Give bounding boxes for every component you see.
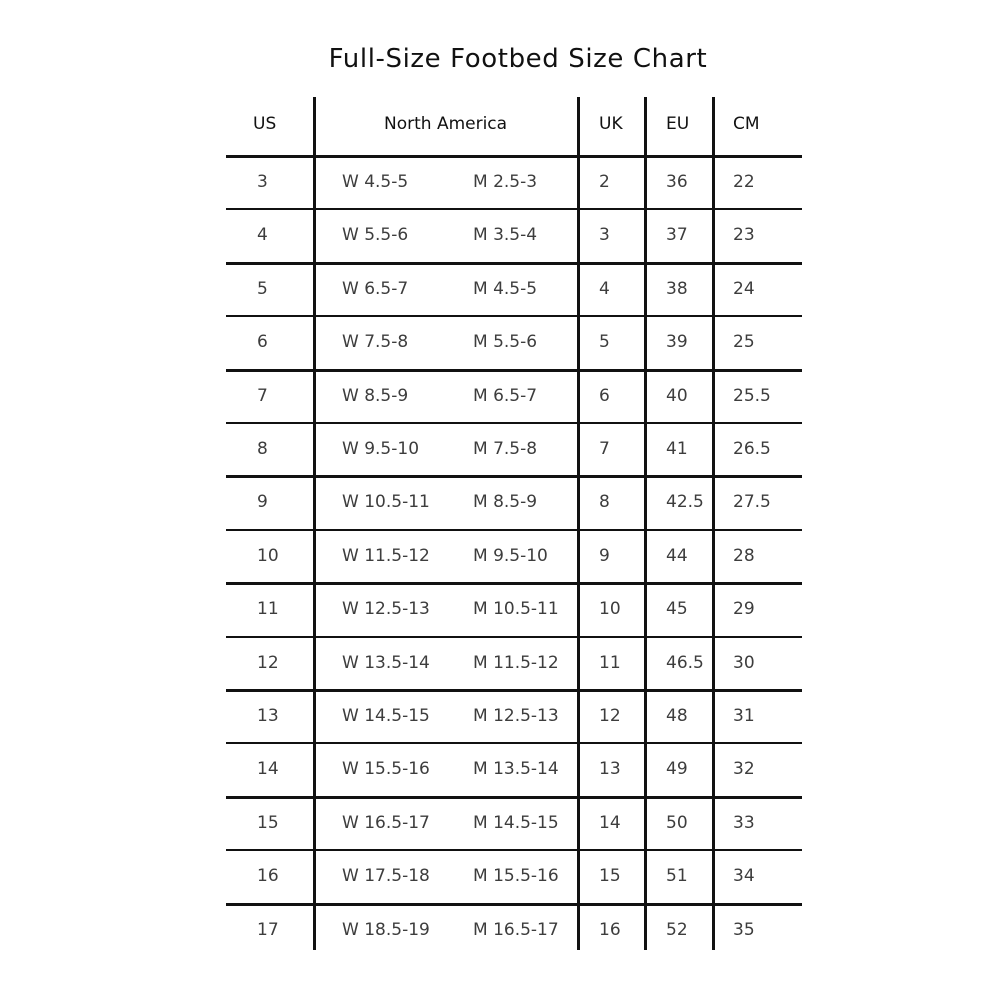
cell-eu: 37 <box>666 225 688 245</box>
cell-eu: 39 <box>666 332 688 352</box>
cell-uk: 9 <box>599 546 610 566</box>
cell-men-size: M 14.5-15 <box>473 813 559 833</box>
row-divider <box>226 742 802 744</box>
cell-women-size: W 15.5-16 <box>342 759 430 779</box>
cell-cm: 25 <box>733 332 755 352</box>
cell-uk: 6 <box>599 386 610 406</box>
cell-uk: 8 <box>599 492 610 512</box>
cell-uk: 14 <box>599 813 621 833</box>
row-divider <box>226 315 802 317</box>
cell-uk: 4 <box>599 279 610 299</box>
cell-us: 4 <box>257 225 268 245</box>
cell-uk: 5 <box>599 332 610 352</box>
cell-eu: 42.5 <box>666 492 704 512</box>
cell-women-size: W 8.5-9 <box>342 386 409 406</box>
cell-men-size: M 2.5-3 <box>473 172 538 192</box>
cell-men-size: M 16.5-17 <box>473 920 559 940</box>
cell-men-size: M 9.5-10 <box>473 546 548 566</box>
cell-us: 6 <box>257 332 268 352</box>
cell-us: 9 <box>257 492 268 512</box>
cell-eu: 41 <box>666 439 688 459</box>
cell-uk: 16 <box>599 920 621 940</box>
cell-cm: 33 <box>733 813 755 833</box>
cell-cm: 25.5 <box>733 386 771 406</box>
cell-men-size: M 11.5-12 <box>473 653 559 673</box>
cell-cm: 28 <box>733 546 755 566</box>
cell-us: 7 <box>257 386 268 406</box>
cell-eu: 44 <box>666 546 688 566</box>
cell-us: 8 <box>257 439 268 459</box>
cell-cm: 31 <box>733 706 755 726</box>
cell-women-size: W 4.5-5 <box>342 172 409 192</box>
cell-women-size: W 6.5-7 <box>342 279 409 299</box>
chart-title: Full-Size Footbed Size Chart <box>328 44 708 74</box>
cell-men-size: M 8.5-9 <box>473 492 538 512</box>
cell-us: 10 <box>257 546 279 566</box>
row-divider <box>226 422 802 424</box>
cell-eu: 48 <box>666 706 688 726</box>
cell-us: 13 <box>257 706 279 726</box>
header-cm: CM <box>733 114 760 134</box>
size-chart-table <box>226 97 802 950</box>
header-eu: EU <box>666 114 690 134</box>
cell-us: 12 <box>257 653 279 673</box>
cell-cm: 27.5 <box>733 492 771 512</box>
row-divider <box>226 689 802 692</box>
row-divider <box>226 208 802 210</box>
cell-men-size: M 10.5-11 <box>473 599 559 619</box>
row-divider <box>226 475 802 478</box>
cell-us: 14 <box>257 759 279 779</box>
cell-women-size: W 16.5-17 <box>342 813 430 833</box>
cell-cm: 26.5 <box>733 439 771 459</box>
cell-uk: 7 <box>599 439 610 459</box>
cell-eu: 51 <box>666 866 688 886</box>
column-divider-eu-cm <box>712 97 715 950</box>
row-divider <box>226 796 802 799</box>
row-divider <box>226 849 802 851</box>
cell-us: 15 <box>257 813 279 833</box>
cell-eu: 36 <box>666 172 688 192</box>
cell-cm: 34 <box>733 866 755 886</box>
cell-cm: 35 <box>733 920 755 940</box>
row-divider <box>226 262 802 265</box>
cell-men-size: M 12.5-13 <box>473 706 559 726</box>
cell-cm: 32 <box>733 759 755 779</box>
cell-uk: 10 <box>599 599 621 619</box>
cell-women-size: W 11.5-12 <box>342 546 430 566</box>
row-divider <box>226 636 802 638</box>
cell-men-size: M 6.5-7 <box>473 386 538 406</box>
cell-men-size: M 4.5-5 <box>473 279 538 299</box>
cell-cm: 22 <box>733 172 755 192</box>
cell-women-size: W 5.5-6 <box>342 225 409 245</box>
header-uk: UK <box>599 114 623 134</box>
cell-men-size: M 5.5-6 <box>473 332 538 352</box>
cell-eu: 50 <box>666 813 688 833</box>
cell-uk: 12 <box>599 706 621 726</box>
cell-eu: 46.5 <box>666 653 704 673</box>
row-divider <box>226 582 802 585</box>
cell-men-size: M 3.5-4 <box>473 225 538 245</box>
cell-women-size: W 13.5-14 <box>342 653 430 673</box>
cell-us: 11 <box>257 599 279 619</box>
cell-women-size: W 7.5-8 <box>342 332 409 352</box>
cell-cm: 30 <box>733 653 755 673</box>
cell-uk: 11 <box>599 653 621 673</box>
cell-cm: 24 <box>733 279 755 299</box>
cell-uk: 2 <box>599 172 610 192</box>
cell-cm: 23 <box>733 225 755 245</box>
cell-women-size: W 10.5-11 <box>342 492 430 512</box>
column-divider-us-na <box>313 97 316 950</box>
cell-us: 17 <box>257 920 279 940</box>
row-divider <box>226 529 802 531</box>
cell-us: 3 <box>257 172 268 192</box>
cell-eu: 52 <box>666 920 688 940</box>
cell-eu: 49 <box>666 759 688 779</box>
cell-uk: 13 <box>599 759 621 779</box>
cell-men-size: M 13.5-14 <box>473 759 559 779</box>
header-north-america: North America <box>384 114 508 134</box>
row-divider <box>226 903 802 906</box>
cell-men-size: M 7.5-8 <box>473 439 538 459</box>
column-divider-uk-eu <box>644 97 647 950</box>
cell-women-size: W 14.5-15 <box>342 706 430 726</box>
cell-women-size: W 12.5-13 <box>342 599 430 619</box>
column-divider-na-uk <box>577 97 580 950</box>
cell-uk: 3 <box>599 225 610 245</box>
cell-eu: 45 <box>666 599 688 619</box>
cell-women-size: W 9.5-10 <box>342 439 420 459</box>
cell-men-size: M 15.5-16 <box>473 866 559 886</box>
cell-eu: 40 <box>666 386 688 406</box>
row-divider <box>226 155 802 158</box>
cell-eu: 38 <box>666 279 688 299</box>
row-divider <box>226 369 802 372</box>
cell-women-size: W 18.5-19 <box>342 920 430 940</box>
cell-us: 5 <box>257 279 268 299</box>
header-us: US <box>253 114 277 134</box>
cell-us: 16 <box>257 866 279 886</box>
cell-women-size: W 17.5-18 <box>342 866 430 886</box>
cell-cm: 29 <box>733 599 755 619</box>
cell-uk: 15 <box>599 866 621 886</box>
